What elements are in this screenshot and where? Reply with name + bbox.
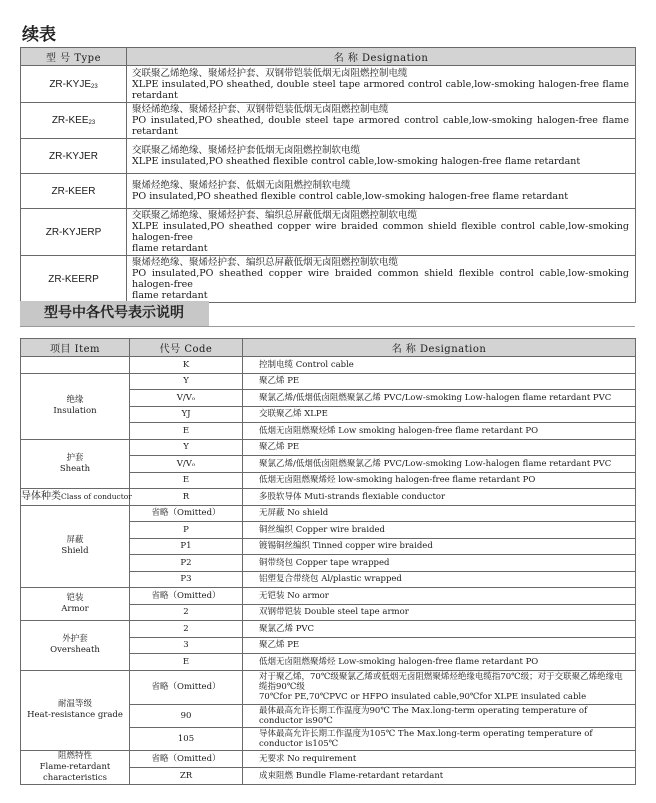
model-subscript: 23 bbox=[88, 120, 96, 126]
designation-zh: 聚烯烃绝缘、聚烯烃护套、编织总屏蔽低烟无卤阻燃控制软电缆 bbox=[132, 257, 399, 268]
item-zh: 导体种类 bbox=[21, 491, 61, 503]
designation-en: XLPE insulated,PO sheathed flexible control cable,low-smoking halogen-free flame retardant bbox=[132, 156, 581, 167]
item-zh: 铠装 bbox=[66, 593, 84, 603]
designation-cell: 聚氯乙烯/低烟低卤阻燃聚氯乙烯 PVC/Low-smoking Low-halogen flame retardant PVC bbox=[243, 456, 636, 473]
designation-cell: 控制电缆 Control cable bbox=[243, 357, 636, 374]
designation-en: XLPE insulated,PO sheathed, double steel tape armored control cable,low-smoking halogen-free flame retardant bbox=[132, 78, 629, 101]
code-cell: R bbox=[130, 489, 243, 506]
table-row bbox=[21, 670, 636, 704]
designation-cell: 无要求 No requirement bbox=[243, 750, 636, 767]
item-zh: 外护套 bbox=[62, 634, 88, 645]
item-en: Class of conductor bbox=[61, 492, 132, 502]
model-subscript: 23 bbox=[90, 83, 98, 90]
item-cell bbox=[21, 439, 130, 489]
designation-en: flame retardant bbox=[132, 290, 208, 301]
table-row bbox=[21, 588, 636, 605]
code-cell: 2 bbox=[130, 621, 243, 638]
item-cell bbox=[21, 750, 130, 784]
item-cell bbox=[21, 670, 130, 750]
designation-cell bbox=[127, 139, 636, 174]
code-cell: E bbox=[130, 423, 243, 440]
item-cell bbox=[21, 621, 130, 671]
model-cell bbox=[21, 66, 127, 103]
code-cell: E bbox=[130, 472, 243, 489]
designation-cell: 聚乙烯 PE bbox=[243, 373, 636, 390]
designation-cell: 成束阻燃 Bundle Flame-retardant retardant bbox=[243, 767, 636, 784]
item-cell bbox=[21, 373, 130, 439]
table-row bbox=[21, 209, 636, 256]
code-cell: 90 bbox=[130, 704, 243, 727]
designation-zh: 交联聚乙烯绝缘、聚烯烃护套、编织总屏蔽低烟无卤阻燃控制软电缆 bbox=[132, 210, 418, 221]
model-code: ZR-KEERP bbox=[48, 273, 99, 285]
header-designation: 名 称 Designation bbox=[127, 48, 636, 66]
model-cell bbox=[21, 209, 127, 256]
item-en: Sheath bbox=[59, 463, 91, 474]
cable-type-table bbox=[20, 47, 636, 303]
designation-en: flame retardant bbox=[132, 243, 208, 254]
item-en: Insulation bbox=[53, 406, 97, 416]
designation-cell: 聚乙烯 PE bbox=[243, 439, 636, 456]
designation-cell: 交联聚乙烯 XLPE bbox=[243, 406, 636, 423]
designation-line: 缆指90℃级 bbox=[259, 682, 305, 692]
table-row bbox=[21, 357, 636, 374]
designation-cell: 双钢带铠装 Double steel tape armor bbox=[243, 604, 636, 621]
designation-line: 对于聚乙烯，70℃级聚氯乙烯或低烟无卤阻燃聚烯烃绝缘电缆指70℃级；对于交联聚乙烯绝缘电 bbox=[259, 672, 623, 682]
designation-cell bbox=[127, 209, 636, 256]
item-cell bbox=[21, 489, 130, 506]
model-code: ZR-KYJERP bbox=[45, 226, 102, 238]
designation-cell: 铜丝编织 Copper wire braided bbox=[243, 522, 636, 539]
code-explanation-table bbox=[20, 338, 636, 785]
code-cell: V/Vₒ bbox=[130, 390, 243, 407]
item-zh: 屏蔽 bbox=[66, 535, 84, 546]
item-cell bbox=[21, 505, 130, 588]
table-row bbox=[21, 489, 636, 506]
item-zh: 耐温等级 bbox=[57, 699, 92, 709]
designation-cell: 铝塑复合带绕包 Al/plastic wrapped bbox=[243, 571, 636, 588]
table-row bbox=[21, 139, 636, 174]
designation-cell bbox=[127, 174, 636, 209]
item-zh: 护套 bbox=[66, 452, 84, 463]
model-code: ZR-KYJE bbox=[49, 78, 91, 90]
table-row bbox=[21, 373, 636, 390]
designation-zh: 交联聚乙烯绝缘、聚烯烃护套低烟无卤阻燃控制软电缆 bbox=[132, 145, 361, 156]
table-row bbox=[21, 103, 636, 139]
code-cell: 省略（Omitted） bbox=[130, 670, 243, 704]
page-title: 续表 bbox=[22, 25, 56, 45]
designation-cell: 最体最高允许长期工作温度为90℃ The Max.long-term operating temperature of conductor is90℃ bbox=[243, 704, 636, 727]
code-cell: ZR bbox=[130, 767, 243, 784]
code-cell: Y bbox=[130, 373, 243, 390]
item-en: Armor bbox=[61, 604, 89, 614]
table-row bbox=[21, 750, 636, 767]
designation-cell: 镀锡铜丝编织 Tinned copper wire braided bbox=[243, 538, 636, 555]
code-cell: V/Vₒ bbox=[130, 456, 243, 473]
item-en: Shield bbox=[61, 546, 89, 557]
table-row bbox=[21, 66, 636, 103]
model-code: ZR-KYJER bbox=[49, 150, 98, 162]
header-model: 型 号 Type bbox=[21, 48, 127, 66]
designation-cell: 多股软导体 Muti-strands flexiable conductor bbox=[243, 489, 636, 506]
designation-cell: 无铠装 No armor bbox=[243, 588, 636, 605]
code-cell: K bbox=[130, 357, 243, 374]
model-cell bbox=[21, 103, 127, 139]
designation-cell: 铜带绕包 Copper tape wrapped bbox=[243, 555, 636, 572]
designation-cell: 聚氯乙烯 PVC bbox=[243, 621, 636, 638]
table-row bbox=[21, 256, 636, 303]
table-row bbox=[21, 439, 636, 456]
item-zh: 绝缘 bbox=[66, 395, 84, 405]
code-cell: YJ bbox=[130, 406, 243, 423]
header-item: 项目 Item bbox=[21, 339, 130, 357]
code-cell: 3 bbox=[130, 637, 243, 654]
designation-en: PO insulated,PO sheathed copper wire braided common shield flexible control cable,low-smoking halogen-free bbox=[132, 268, 629, 290]
designation-cell: 无屏蔽 No shield bbox=[243, 505, 636, 522]
designation-cell: 低烟无卤阻燃聚烯烃 Low-smoking halogen-free flame retardant PO bbox=[243, 654, 636, 671]
designation-en: PO insulated,PO sheathed flexible control cable,low-smoking halogen-free flame retardant bbox=[132, 191, 569, 202]
designation-zh: 聚烯烃绝缘、聚烯烃护套、低烟无卤阻燃控制软电缆 bbox=[132, 180, 351, 191]
model-code: ZR-KEER bbox=[51, 185, 96, 197]
designation-cell: 导体最高允许长期工作温度为105℃ The Max.long-term operating temperature of conductor is105℃ bbox=[243, 727, 636, 750]
item-cell bbox=[21, 357, 130, 374]
code-cell: 2 bbox=[130, 604, 243, 621]
item-zh: 阻燃特性 bbox=[57, 750, 92, 761]
table-row bbox=[21, 621, 636, 638]
code-cell: 省略（Omitted） bbox=[130, 750, 243, 767]
designation-cell bbox=[127, 256, 636, 303]
code-cell: P bbox=[130, 522, 243, 539]
designation-cell: 低烟无卤阻燃聚烃烯 Low smoking halogen-free flame retardant PO bbox=[243, 423, 636, 440]
code-cell: 105 bbox=[130, 727, 243, 750]
designation-cell bbox=[127, 66, 636, 103]
item-en: Heat-resistance grade bbox=[27, 710, 123, 720]
table-row bbox=[21, 174, 636, 209]
code-cell: 省略（Omitted） bbox=[130, 588, 243, 605]
code-cell: P2 bbox=[130, 555, 243, 572]
designation-en: XLPE insulated,PO sheathed copper wire braided common shield flexible control cable,low-smoking halogen-free bbox=[132, 221, 629, 243]
designation-cell bbox=[127, 103, 636, 139]
code-cell: Y bbox=[130, 439, 243, 456]
code-cell: P1 bbox=[130, 538, 243, 555]
model-code: ZR-KEE bbox=[51, 115, 89, 126]
code-cell: P3 bbox=[130, 571, 243, 588]
code-cell: E bbox=[130, 654, 243, 671]
designation-cell: 低烟无卤阻燃聚烯烃 low-smoking halogen-free flame retardant PO bbox=[243, 472, 636, 489]
header-code: 代号 Code bbox=[130, 339, 243, 357]
designation-zh: 交联聚乙烯绝缘、聚烯烃护套、双钢带铠装低烟无卤阻燃控制电缆 bbox=[132, 67, 408, 79]
section-title: 型号中各代号表示说明 bbox=[20, 301, 209, 326]
designation-zh: 聚烃烯绝缘、聚烯烃护套、双钢带铠装低烟无卤阻燃控制电缆 bbox=[132, 104, 389, 115]
model-cell bbox=[21, 256, 127, 303]
designation-en: PO insulated,PO sheathed, double steel tape armored control cable,low-smoking halogen-free flame retardant bbox=[132, 115, 629, 137]
item-en: Flame-retardant characteristics bbox=[39, 761, 111, 783]
model-cell bbox=[21, 139, 127, 174]
designation-cell bbox=[243, 670, 636, 704]
code-cell: 省略（Omitted） bbox=[130, 505, 243, 522]
designation-cell: 聚氯乙烯/低烟低卤阻燃聚氯乙烯 PVC/Low-smoking Low-halogen flame retardant PVC bbox=[243, 390, 636, 407]
item-en: Oversheath bbox=[50, 645, 100, 656]
section-divider bbox=[20, 326, 635, 327]
model-cell bbox=[21, 174, 127, 209]
table-row bbox=[21, 505, 636, 522]
header-designation: 名 称 Designation bbox=[243, 339, 636, 357]
item-cell bbox=[21, 588, 130, 621]
designation-cell: 聚乙烯 PE bbox=[243, 637, 636, 654]
designation-line: 70℃for PE,70℃PVC or HFPO insulated cable,90℃for XLPE insulated cable bbox=[259, 692, 587, 702]
